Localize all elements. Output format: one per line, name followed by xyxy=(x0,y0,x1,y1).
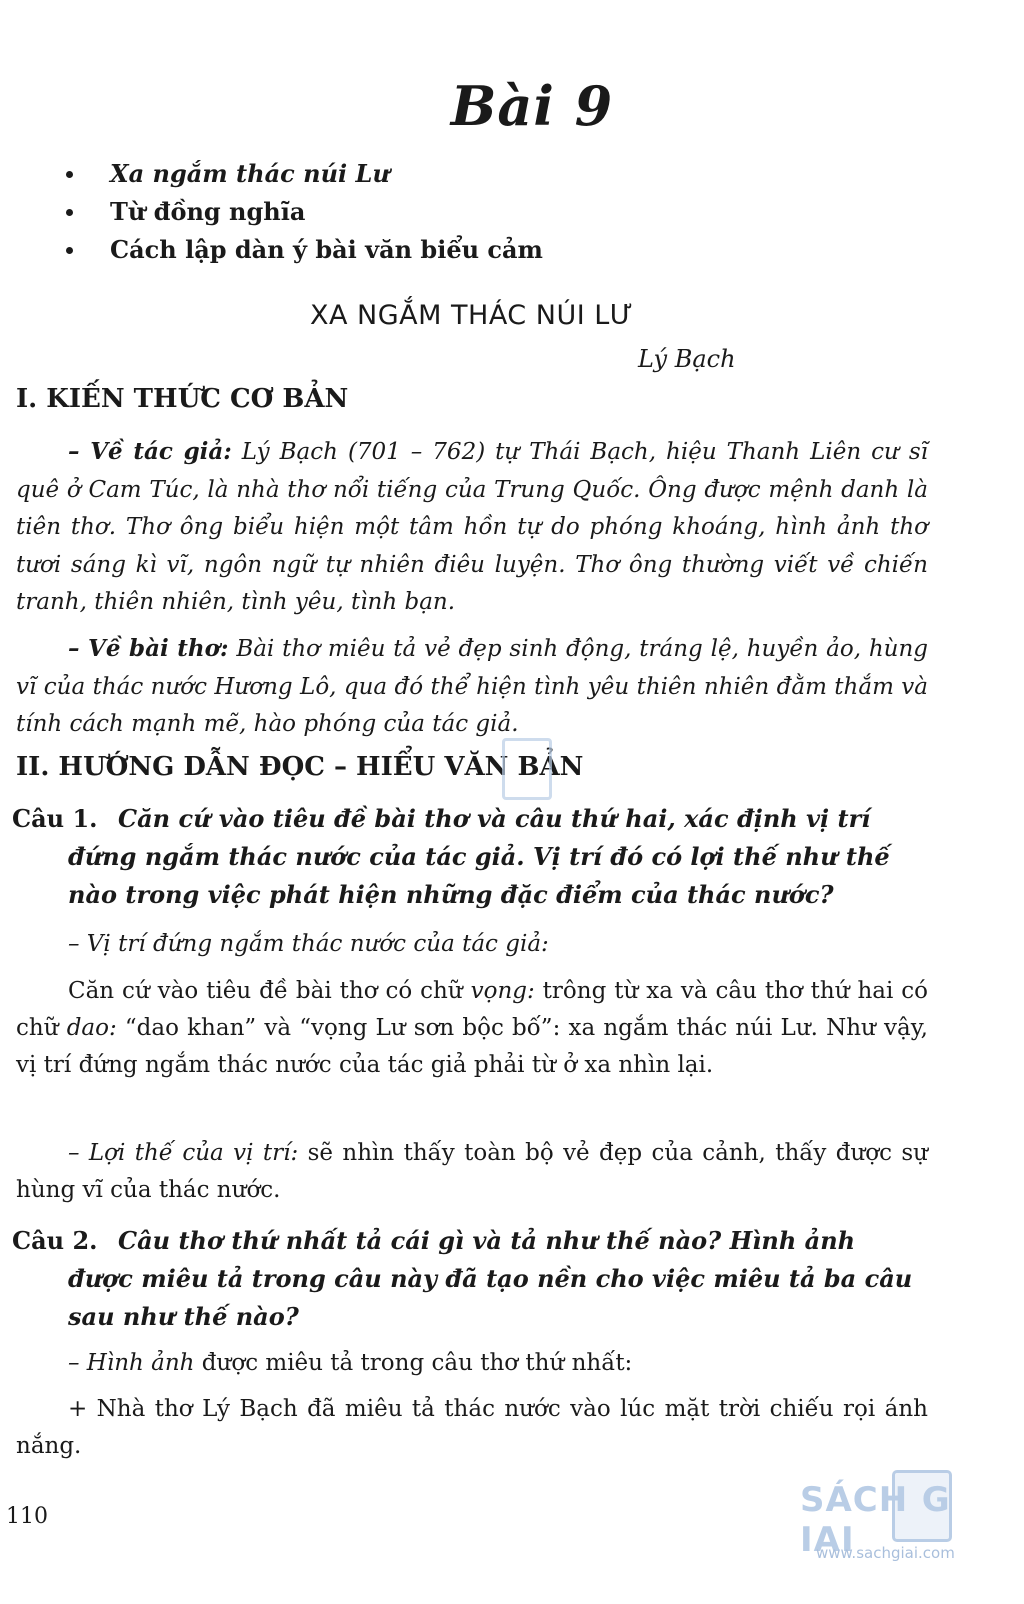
topic-item: Cách lập dàn ý bài văn biểu cảm xyxy=(66,231,543,269)
answer-1-paragraph-2 xyxy=(16,1135,928,1209)
page-number: 110 xyxy=(6,1504,48,1529)
answer-1-word-vong: vọng: xyxy=(470,978,535,1004)
corner-watermark-logo xyxy=(800,1470,1010,1580)
answer-1-paragraph-1 xyxy=(16,973,928,1084)
section-heading-reading-guide: II. HƯỚNG DẪN ĐỌC – HIỂU VĂN BẢN xyxy=(16,752,584,782)
question-2-body: Câu thơ thứ nhất tả cái gì và tả như thế nào? Hình ảnh được miêu tả trong câu này đã tạo nền cho việc miêu tả ba câu sau như thế nào? xyxy=(68,1226,913,1331)
poem-author: Lý Bạch xyxy=(638,345,736,373)
question-1-body: Căn cứ vào tiêu đề bài thơ và câu thứ hai, xác định vị trí đứng ngắm thác nước của tác giả. Vị trí đó có lợi thế như thế nào trong việc phát hiện những đặc điểm của thác nước? xyxy=(68,804,890,909)
section-heading-basic-knowledge: I. KIẾN THỨC CƠ BẢN xyxy=(16,384,349,414)
answer-1-text-a: Căn cứ vào tiêu đề bài thơ có chữ xyxy=(68,978,471,1004)
question-2 xyxy=(12,1222,924,1336)
question-2-label: Câu 2. xyxy=(12,1226,98,1255)
answer-1-advantage-text: sẽ nhìn thấy toàn bộ vẻ đẹp của cảnh, thấy được sự hùng vĩ của thác nước. xyxy=(16,1140,928,1203)
question-1-text xyxy=(12,800,924,914)
about-author-paragraph xyxy=(16,433,928,622)
answer-2-lead-italic: – Hình ảnh xyxy=(68,1350,195,1376)
question-1 xyxy=(12,800,924,914)
answer-1-advantage-lead: – Lợi thế của vị trí: xyxy=(68,1140,299,1166)
topic-item: Từ đồng nghĩa xyxy=(66,193,543,231)
answer-1-text-c: “dao khan” và “vọng Lư sơn bộc bố”: xa ngắm thác núi Lư. Như vậy, vị trí đứng ngắm thác nước của tác giả phải từ ở xa nhìn lại. xyxy=(16,1015,928,1078)
about-author-text: Lý Bạch (701 – 762) tự Thái Bạch, hiệu Thanh Liên cư sĩ quê ở Cam Túc, là nhà thơ nổi tiếng của Trung Quốc. Ông được mệnh danh là tiên thơ. Thơ ông biểu hiện một tâm hồn tự do phóng khoáng, hình ảnh thơ tươi sáng kì vĩ, ngôn ngữ tự nhiên điêu luyện. Thơ ông thường viết về chiến tranh, thiên nhiên, tình yêu, tình bạn. xyxy=(16,439,928,615)
answer-1-word-dao: dao: xyxy=(66,1015,117,1041)
answer-1-text-b: trông từ xa và câu thơ thứ hai có chữ xyxy=(16,978,929,1041)
answer-2-lead xyxy=(16,1345,928,1382)
question-2-text xyxy=(12,1222,924,1336)
about-author-lead: – Về tác giả: xyxy=(68,438,232,465)
watermark-brand: SÁCH GIAI xyxy=(800,1480,951,1560)
answer-2-lead-text: được miêu tả trong câu thơ thứ nhất: xyxy=(194,1350,633,1376)
answer-1-lead: – Vị trí đứng ngắm thác nước của tác giả: xyxy=(68,931,549,957)
question-1-label: Câu 1. xyxy=(12,804,98,833)
about-poem-lead: – Về bài thơ: xyxy=(68,635,229,662)
answer-2-paragraph-1: + Nhà thơ Lý Bạch đã miêu tả thác nước vào lúc mặt trời chiếu rọi ánh nắng. xyxy=(16,1396,928,1459)
about-poem-text: Bài thơ miêu tả vẻ đẹp sinh động, tráng lệ, huyền ảo, hùng vĩ của thác nước Hương Lô, qua đó thể hiện tình yêu thiên nhiên đằm thắm và tính cách mạnh mẽ, hào phóng của tác giả. xyxy=(16,636,928,737)
poem-title: XA NGẮM THÁC NÚI LƯ xyxy=(310,300,634,331)
watermark-url: www.sachgiai.com xyxy=(816,1544,955,1562)
topic-list xyxy=(66,155,543,269)
topic-item: Xa ngắm thác núi Lư xyxy=(66,155,543,193)
about-poem-paragraph xyxy=(16,630,928,744)
lesson-title: Bài 9 xyxy=(450,74,614,138)
